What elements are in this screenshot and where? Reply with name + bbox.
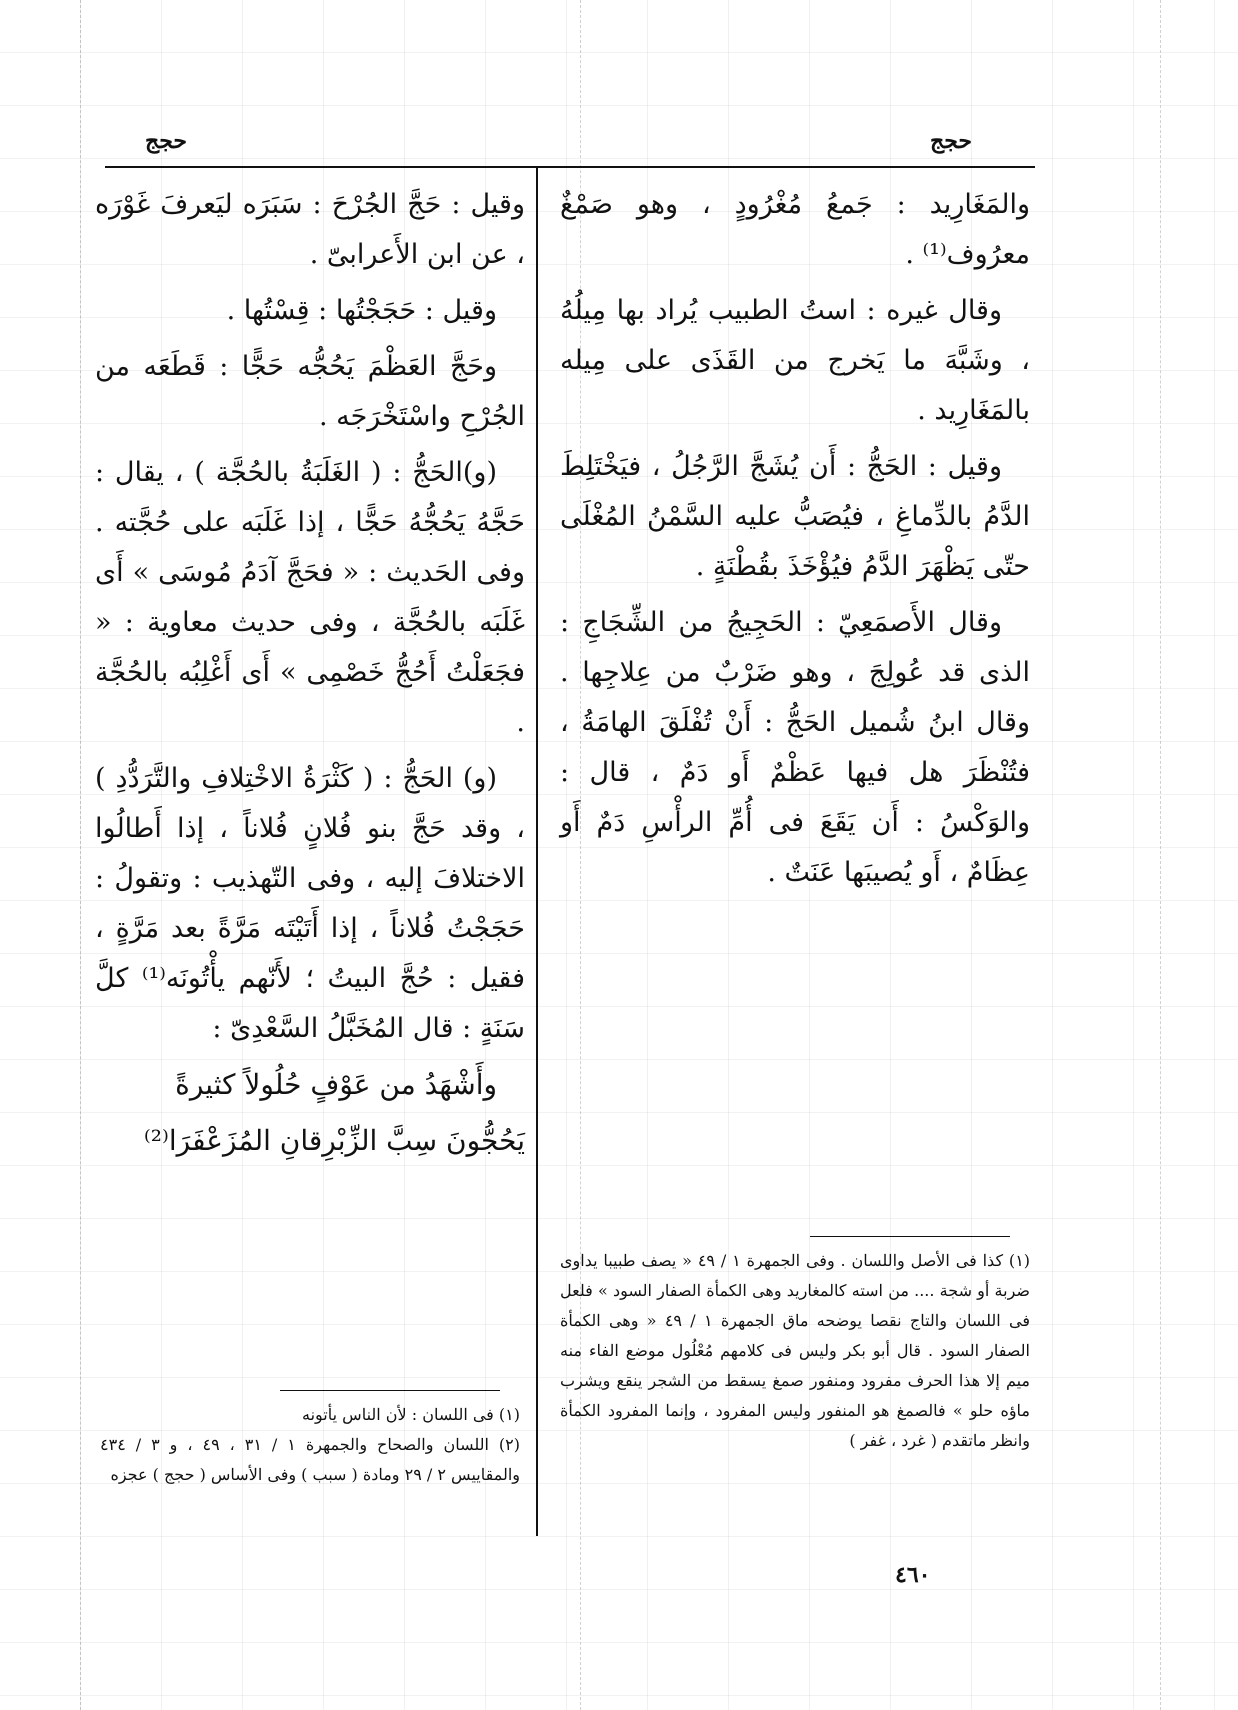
paragraph: وحَجَّ العَظْمَ يَحُجُّه حَجًّا : قَطَعَه من الجُرْحِ واسْتَخْرَجَه .	[95, 351, 525, 432]
paragraph: (و)الحَجُّ : ( الغَلَبَةُ بالحُجَّة ) ، يقال : حَجَّهُ يَحُجُّهُ حَجًّا ، إذا غَلَبَه على حُجَّته . وفى الحَديث : « فحَجَّ آدَمُ مُوسَى » أَى غَلَبَه بالحُجَّة ، وفى حديث معاوية : « فجَعَلْتُ أَحُجُّ خَصْمِى » أَى أَغْلِبُه بالحُجَّة .	[95, 457, 525, 738]
column-divider	[536, 166, 538, 1536]
footnote-rule-right	[810, 1236, 1010, 1237]
paragraph: وقيل : حَجَجْتُها : قِسْتُها .	[226, 295, 497, 326]
page-number: ٤٦٠	[895, 1562, 931, 1588]
right-footnotes	[560, 1246, 1030, 1456]
left-column	[95, 180, 525, 1172]
paragraph: والمَغَارِيد : جَمعُ مُغْرُودٍ ، وهو صَمْغٌ معرُوف⁽¹⁾ .	[560, 189, 1030, 270]
footnote-rule-left	[280, 1390, 500, 1391]
paragraph: (و) الحَجُّ : ( كَثْرَةُ الاخْتِلافِ والتَّرَدُّدِ ) ، وقد حَجَّ بنو فُلانٍ فُلاناً ، إذا أَطالُوا الاختلافَ إليه ، وفى التّهذيب : وتقولُ : حَجَجْتُ فُلاناً ، إذا أَتَيْتَه مَرَّةً بعد مَرَّةٍ ، فقيل : حُجَّ البيتُ ؛ لأَنّهم يأْتُونَه⁽¹⁾ كلَّ سَنَةٍ : قال المُخَبَّلُ السَّعْدِىّ :	[95, 763, 525, 1044]
running-head-right: حجج	[930, 128, 973, 154]
footnote: (١) كذا فى الأصل واللسان . وفى الجمهرة ١ / ٤٩ « يصف طبيبا يداوى ضربة أو شجة .... من استه كالمغاريد وهى الكمأة الصفار السود » فلعل فى اللسان والتاج نقصا يوضحه ماق الجمهرة ١ / ٤٩ « وهى الكمأة الصفار السود . قال أبو بكر وليس فى كلامهم مُعْلُول موضع الفاء منه ميم إلا هذا الحرف مفرود ومنفور صمغ يسقط من الشجر ينقع ويشرب ماؤه حلو » فالصمغ هو المنفور وليس المفرود ، وإنما المفرود الكمأة وانظر ماتقدم ( غرد ، غفر )	[560, 1251, 1031, 1450]
verse-line-2: يَحُجُّونَ سِبَّ الزِّبْرِقانِ المُزَعْفَرَا⁽²⁾	[143, 1124, 525, 1157]
footnote: (٢) اللسان والصحاح والجمهرة ١ / ٣١ ، ٤٩ ، و ٣ / ٤٣٤ والمقاييس ٢ / ٢٩ ومادة ( سبب ) وفى الأساس ( حجج ) عجزه	[100, 1435, 521, 1484]
verse-line-1: وأَشْهَدُ من عَوْفٍ حُلُولاً كثيرةً	[175, 1068, 497, 1101]
paragraph: وقال الأَصمَعِيّ : الحَجِيجُ من الشِّجَاجِ : الذى قد عُولِجَ ، وهو ضَرْبٌ من عِلاجِها . وقال ابنُ شُميل الحَجُّ : أَنْ تُفْلَقَ الهامَةُ ، فتُنْظَرَ هل فيها عَظْمٌ أَو دَمٌ ، قال : والوَكْسُ : أَن يَقَعَ فى أُمِّ الرأْسِ دَمٌ أَو عِظَامٌ ، أَو يُصيبَها عَنَتٌ .	[560, 607, 1030, 888]
running-head-left: حجج	[145, 128, 188, 154]
header-rule	[105, 166, 1035, 168]
right-column	[560, 180, 1030, 904]
left-footnotes	[100, 1400, 520, 1490]
paragraph: وقال غيره : استُ الطبيب يُراد بها مِيلُهُ ، وشَبَّهَ ما يَخرج من القَذَى على مِيله بالمَغَارِيد .	[560, 295, 1030, 426]
paragraph: وقيل : الحَجُّ : أَن يُشَجَّ الرَّجُلُ ، فيَخْتَلِطَ الدَّمُ بالدِّماغِ ، فيُصَبُّ عليه السَّمْنُ المُغْلَى حتّى يَظْهَرَ الدَّمُ فيُؤْخَذَ بقُطْنَةٍ .	[560, 451, 1030, 582]
footnote: (١) فى اللسان : لأن الناس يأتونه	[302, 1405, 520, 1424]
paragraph: وقيل : حَجَّ الجُرْحَ : سَبَرَه ليَعرفَ غَوْرَه ، عن ابن الأَعرابىّ .	[95, 189, 525, 270]
scan-grid-line	[80, 0, 81, 1710]
scan-grid-line	[1160, 0, 1161, 1710]
